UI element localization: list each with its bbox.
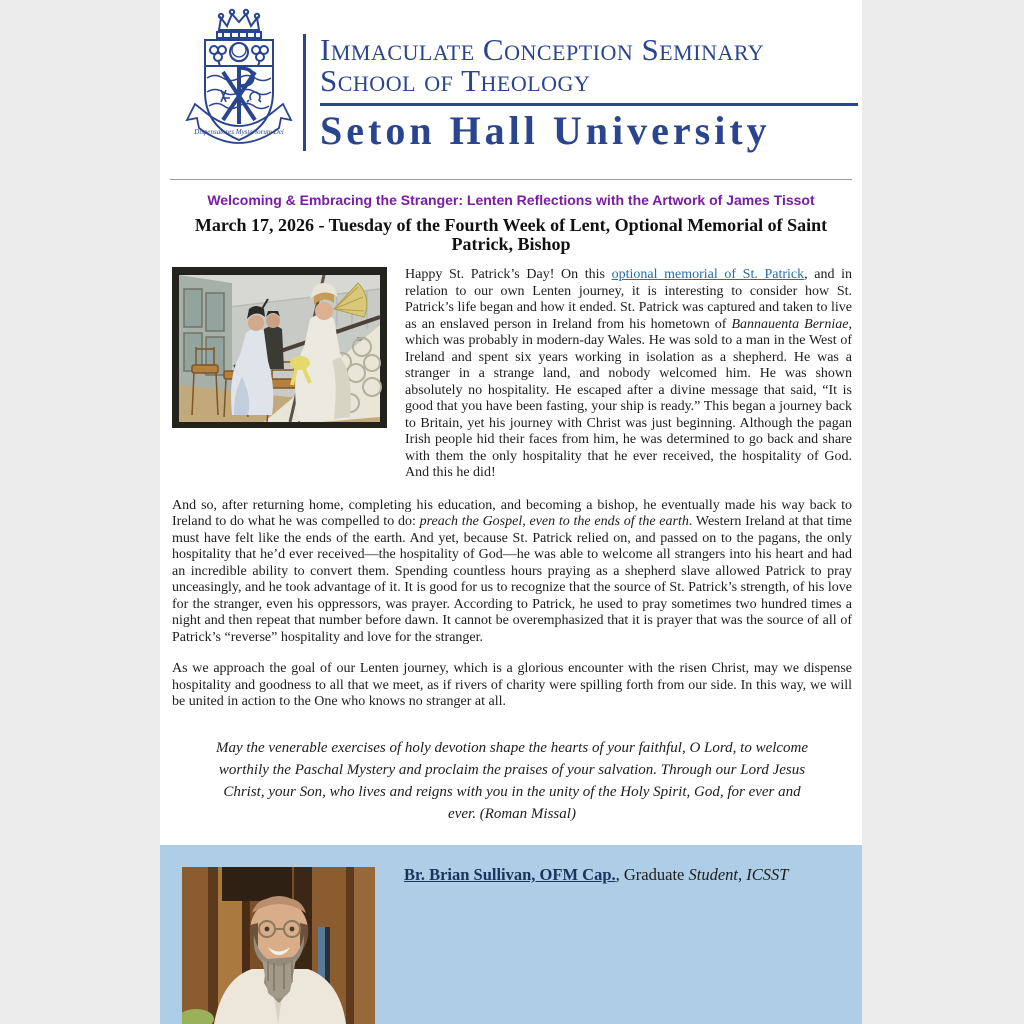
roman-missal-prayer: May the venerable exercises of holy devotion shape the hearts of your faithful, O Lord, to welcome worthily the Paschal Mystery and proclaim the praises of your salvation. Through our Lord Jesus Christ, your Son, who lives and reigns with you in the unity of the Holy Spirit, God, for ever and ever. (Roman Missal) <box>215 739 809 822</box>
seminary-logo <box>185 8 858 160</box>
p1-text-end: , which was probably in modern-day Wales. He was sold to a man in the West of Ireland and spent six years working in isolation as a shepherd. He was a stranger in a strange land, and nobody welcomed him. He was shown absolutely no hospitality. He escaped after a divine message that said, “It is good that you have been fasting, your ship is ready.” This began a journey back to Britain, yet his journey with Christ was just beginning. Although the pagan Irish people hid their faces from him, he was determined to go back and share with them the only hospitality that he ever received, the hospitality of God. And this he did! <box>405 316 852 480</box>
org-name-line2: School of Theology <box>320 63 591 98</box>
author-panel <box>160 845 862 1024</box>
seminary-crest-icon <box>185 8 293 160</box>
paragraph-2 <box>172 498 852 647</box>
org-name-line1: Immaculate Conception Seminary <box>320 32 765 67</box>
author-photo <box>182 867 375 1024</box>
logo-wordmark <box>303 34 858 151</box>
crest-motto-text: Dispensatores Mysteriorum Dei <box>194 128 284 136</box>
tissot-painting-illustration <box>172 267 387 428</box>
date-heading: March 17, 2026 - Tuesday of the Fourth Week of Lent, Optional Memorial of Saint Patrick, Bishop <box>194 215 828 254</box>
tissot-painting-image <box>172 267 387 428</box>
logo-divider-line <box>320 103 858 106</box>
p2-text-end: . Western Ireland at that time must have felt like the ends of the earth. And yet, because St. Patrick relied on, and passed on to the pagans, the only hospitality that he’d ever received—the hospitality of God—he was able to welcome all strangers into his heart and had an incredible ability to convert them. Spending countless hours praying as a shepherd slave allowed Patrick to pray unceasingly, and he took advantage of it. It is good for us to recognize that the source of St. Patrick’s strength, of his love for the stranger, even his oppressors, was prayer. According to Patrick, he used to pray sometimes two hundred times a night and then repeat that number before dawn. It cannot be overemphasized that it is prayer that was the source of all of Patrick’s “reverse” hospitality and love for the stranger. <box>172 514 853 645</box>
paragraph-3: As we approach the goal of our Lenten journey, which is a glorious encounter with the risen Christ, may we dispense hospitality and goodness to all that we meet, as if rivers of charity were spilling forth from our side. In this way, we will be united in action to the One who knows no stranger at all. <box>172 661 852 709</box>
series-title: Welcoming & Embracing the Stranger: Lenten Reflections with the Artwork of James Tissot <box>207 192 815 208</box>
reflection-article <box>172 267 852 825</box>
p1-text-mid: , and in relation to our own Lenten journey, it is interesting to consider how St. Patrick’s life began and how it ended. St. Patrick was captured and taken to live as an enslaved person in Ireland from his hometown of <box>405 267 852 332</box>
author-name-link[interactable]: Br. Brian Sullivan, OFM Cap. <box>404 865 616 884</box>
university-name: Seton Hall University <box>320 108 771 153</box>
p1-text-before-link: Happy St. Patrick’s Day! On this <box>405 267 612 282</box>
p1-italic-placename: Bannauenta Berniae <box>731 316 849 332</box>
author-role-text: , Graduate <box>615 865 689 884</box>
optional-memorial-link[interactable]: optional memorial of St. Patrick <box>611 267 805 282</box>
header-rule <box>170 179 852 180</box>
p2-italic-quote: preach the Gospel, even to the ends of the earth <box>419 514 689 529</box>
author-photo-illustration <box>182 867 375 1024</box>
p2-text-before: And so, after returning home, completing his education, and becoming a bishop, he eventually made his way back to Ireland to do what he was compelled to do: <box>172 497 852 529</box>
author-role-italic: Student, ICSST <box>688 865 789 884</box>
paragraph-1 <box>405 267 852 482</box>
author-byline <box>404 865 788 885</box>
